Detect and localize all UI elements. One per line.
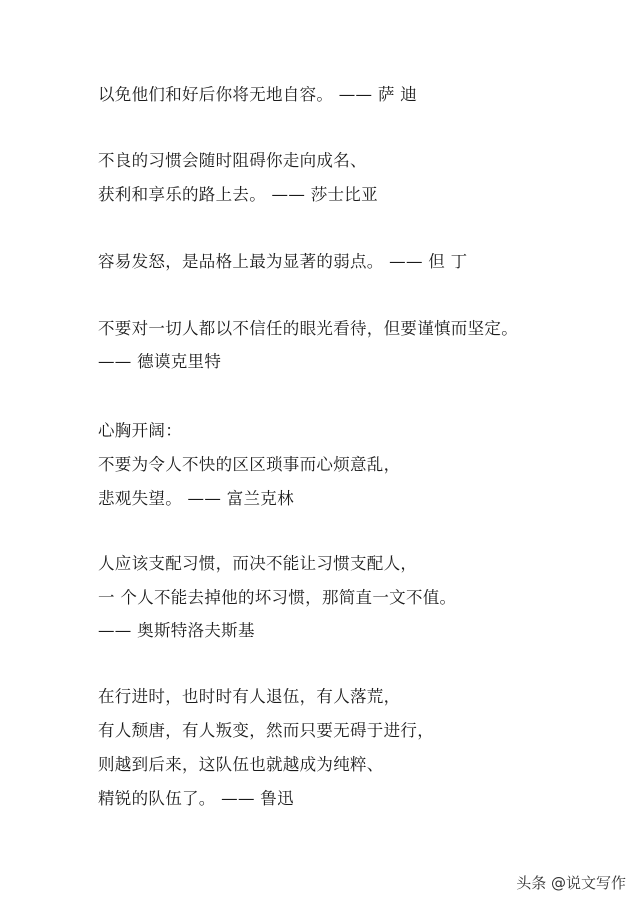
quote-1-line-1: 以免他们和好后你将无地自容。 —— 萨 迪 xyxy=(98,85,418,104)
quote-5-line-2: 不要为令人不快的区区琐事而心烦意乱， xyxy=(98,455,401,474)
quote-4-line-1: 不要对一切人都以不信任的眼光看待，但要谨慎而坚定。 xyxy=(98,319,518,338)
watermark-text: 头条 @说文写作 xyxy=(516,874,626,892)
quote-6-line-3: —— 奥斯特洛夫斯基 xyxy=(98,621,255,640)
quote-4-line-2: —— 德谟克里特 xyxy=(98,352,222,371)
quote-6-line-2: 一 个人不能去掉他的坏习惯，那简直一文不值。 xyxy=(98,588,457,607)
quote-7-line-3: 则越到后来，这队伍也就越成为纯粹、 xyxy=(98,755,384,774)
quote-5-line-1: 心胸开阔： xyxy=(98,421,182,440)
quote-7-line-1: 在行进时，也时时有人退伍，有人落荒， xyxy=(98,687,401,706)
quote-2-line-1: 不良的习惯会随时阻碍你走向成名、 xyxy=(98,151,367,170)
quote-2-line-2: 获利和享乐的路上去。 —— 莎士比亚 xyxy=(98,185,378,204)
quote-7-line-2: 有人颓唐，有人叛变，然而只要无碍于进行， xyxy=(98,721,434,740)
quote-6-line-1: 人应该支配习惯，而决不能让习惯支配人， xyxy=(98,554,418,573)
quote-3-line-1: 容易发怒，是品格上最为显著的弱点。 —— 但 丁 xyxy=(98,252,468,271)
quote-5-line-3: 悲观失望。 —— 富兰克林 xyxy=(98,489,294,508)
quote-7-line-4: 精锐的队伍了。 —— 鲁迅 xyxy=(98,789,294,808)
